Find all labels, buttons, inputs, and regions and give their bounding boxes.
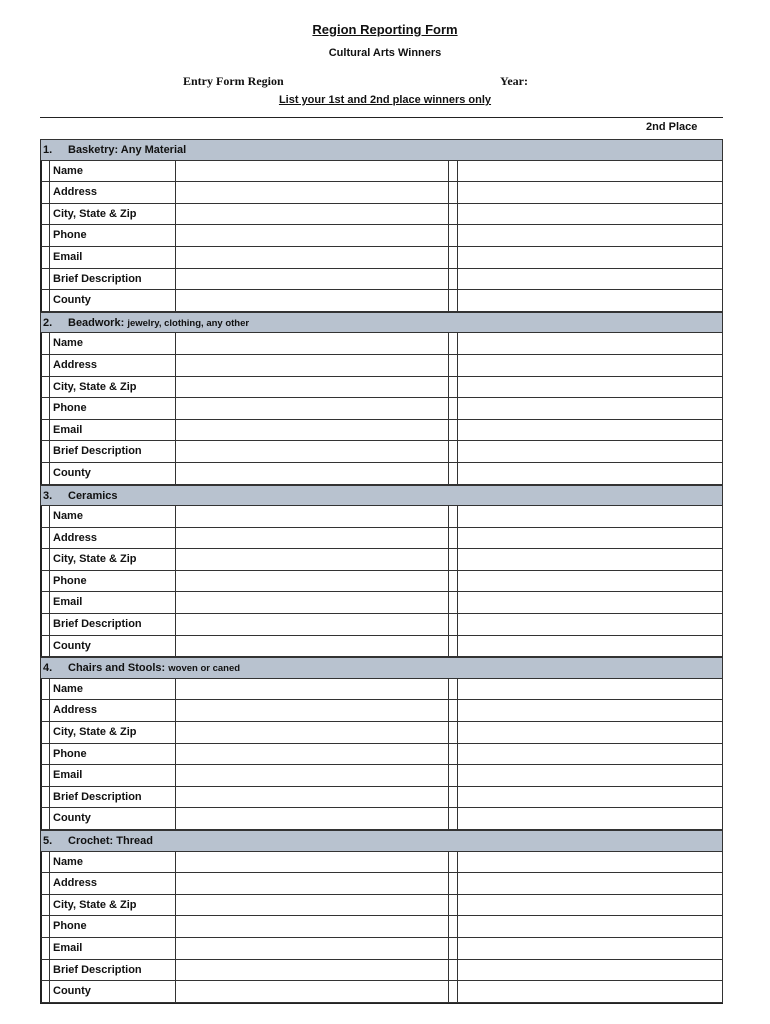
second-place-field[interactable]: [458, 679, 722, 700]
first-place-field[interactable]: [175, 355, 448, 376]
second-place-field[interactable]: [458, 269, 722, 290]
form-row: [40, 290, 723, 312]
second-place-field[interactable]: [458, 787, 722, 808]
row-label: Brief Description: [49, 269, 175, 290]
column-separator: [448, 808, 458, 829]
row-label: County: [49, 636, 175, 657]
first-place-field[interactable]: [175, 744, 448, 765]
column-separator: [448, 960, 458, 981]
form-row: [40, 592, 723, 614]
second-place-field[interactable]: [458, 895, 722, 916]
section-header: [40, 657, 723, 679]
row-label: Address: [49, 528, 175, 549]
section-header: [40, 830, 723, 852]
second-place-field[interactable]: [458, 398, 722, 419]
second-place-field[interactable]: [458, 290, 722, 311]
second-place-field[interactable]: [458, 614, 722, 635]
column-separator: [448, 549, 458, 570]
form-row: [40, 614, 723, 636]
column-separator: [448, 377, 458, 398]
row-label: City, State & Zip: [49, 377, 175, 398]
form-row: [40, 938, 723, 960]
form-row: [40, 528, 723, 550]
instruction-text: List your 1st and 2nd place winners only: [278, 94, 492, 106]
column-separator: [448, 614, 458, 635]
row-label: Name: [49, 506, 175, 527]
first-place-field[interactable]: [175, 420, 448, 441]
form-row: [40, 441, 723, 463]
first-place-field[interactable]: [175, 852, 448, 873]
row-label: Phone: [49, 225, 175, 246]
form-row: [40, 700, 723, 722]
form-subtitle: Cultural Arts Winners: [328, 47, 442, 59]
form-row: [40, 161, 723, 183]
column-separator: [448, 398, 458, 419]
second-place-field[interactable]: [458, 722, 722, 743]
second-place-field[interactable]: [458, 916, 722, 937]
first-place-field[interactable]: [175, 873, 448, 894]
form-row: [40, 744, 723, 766]
row-label: City, State & Zip: [49, 549, 175, 570]
form-row: [40, 247, 723, 269]
year-label: Year:: [500, 74, 528, 88]
form-row: [40, 916, 723, 938]
section-header: [40, 485, 723, 507]
second-place-field[interactable]: [458, 549, 722, 570]
form-row: [40, 182, 723, 204]
second-place-field[interactable]: [458, 225, 722, 246]
first-place-field[interactable]: [175, 981, 448, 1002]
column-separator: [448, 722, 458, 743]
second-place-field[interactable]: [458, 571, 722, 592]
row-label: County: [49, 808, 175, 829]
row-label: Address: [49, 182, 175, 203]
row-label: County: [49, 290, 175, 311]
second-place-field[interactable]: [458, 938, 722, 959]
column-separator: [448, 182, 458, 203]
row-label: Brief Description: [49, 441, 175, 462]
row-label: Brief Description: [49, 614, 175, 635]
column-separator: [448, 744, 458, 765]
section-title: Crochet: Thread: [68, 835, 153, 847]
row-label: Email: [49, 420, 175, 441]
form-row: [40, 960, 723, 982]
header-divider: [40, 117, 723, 118]
second-place-field[interactable]: [458, 981, 722, 1002]
second-place-field[interactable]: [458, 852, 722, 873]
section-title: Basketry: Any Material: [68, 144, 187, 156]
column-separator: [448, 247, 458, 268]
second-place-field[interactable]: [458, 592, 722, 613]
first-place-field[interactable]: [175, 333, 448, 354]
column-separator: [448, 571, 458, 592]
second-place-field[interactable]: [458, 808, 722, 829]
first-place-field[interactable]: [175, 787, 448, 808]
row-label: Name: [49, 161, 175, 182]
column-separator: [448, 873, 458, 894]
first-place-field[interactable]: [175, 571, 448, 592]
first-place-field[interactable]: [175, 722, 448, 743]
form-row: [40, 506, 723, 528]
second-place-field[interactable]: [458, 528, 722, 549]
row-label: County: [49, 981, 175, 1002]
form-row: [40, 895, 723, 917]
first-place-field[interactable]: [175, 960, 448, 981]
first-place-field[interactable]: [175, 441, 448, 462]
row-label: Address: [49, 700, 175, 721]
row-label: Name: [49, 852, 175, 873]
first-place-field[interactable]: [175, 463, 448, 484]
second-place-field[interactable]: [458, 161, 722, 182]
row-label: City, State & Zip: [49, 722, 175, 743]
form-row: [40, 269, 723, 291]
form-row: [40, 355, 723, 377]
second-place-field[interactable]: [458, 765, 722, 786]
column-separator: [448, 506, 458, 527]
column-separator: [448, 463, 458, 484]
entry-form-region-label: Entry Form Region: [183, 74, 284, 88]
row-label: Email: [49, 765, 175, 786]
section-header: [40, 312, 723, 334]
section-number: 4.: [43, 662, 53, 675]
column-separator: [448, 636, 458, 657]
form-row: [40, 636, 723, 658]
column-separator: [448, 895, 458, 916]
column-separator: [448, 765, 458, 786]
row-label: County: [49, 463, 175, 484]
section-subtitle: woven or caned: [168, 663, 241, 675]
first-place-field[interactable]: [175, 592, 448, 613]
form-row: [40, 333, 723, 355]
form-title: Region Reporting Form: [312, 22, 458, 37]
row-label: Name: [49, 333, 175, 354]
second-place-field[interactable]: [458, 377, 722, 398]
first-place-field[interactable]: [175, 506, 448, 527]
row-label: City, State & Zip: [49, 895, 175, 916]
column-separator: [448, 852, 458, 873]
second-place-field[interactable]: [458, 355, 722, 376]
column-separator: [448, 290, 458, 311]
column-separator: [448, 916, 458, 937]
row-label: Brief Description: [49, 787, 175, 808]
second-place-field[interactable]: [458, 700, 722, 721]
column-separator: [448, 592, 458, 613]
row-label: Brief Description: [49, 960, 175, 981]
column-separator: [448, 161, 458, 182]
form-row: [40, 981, 723, 1003]
column-separator: [448, 420, 458, 441]
second-place-header: 2nd Place: [646, 121, 698, 133]
first-place-field[interactable]: [175, 916, 448, 937]
row-label: Email: [49, 938, 175, 959]
first-place-field[interactable]: [175, 247, 448, 268]
second-place-field[interactable]: [458, 182, 722, 203]
first-place-field[interactable]: [175, 938, 448, 959]
column-separator: [448, 333, 458, 354]
first-place-field[interactable]: [175, 269, 448, 290]
section-subtitle: jewelry, clothing, any other: [127, 317, 250, 329]
first-place-field[interactable]: [175, 290, 448, 311]
form-row: [40, 377, 723, 399]
form-row: [40, 852, 723, 874]
form-row: [40, 204, 723, 226]
form-row: [40, 808, 723, 830]
form-row: [40, 571, 723, 593]
row-label: Name: [49, 679, 175, 700]
row-label: Phone: [49, 398, 175, 419]
row-label: City, State & Zip: [49, 204, 175, 225]
row-label: Email: [49, 592, 175, 613]
form-row: [40, 787, 723, 809]
section-title: Ceramics: [68, 489, 118, 502]
section-title: Beadwork:: [68, 316, 125, 329]
first-place-field[interactable]: [175, 679, 448, 700]
form-row: [40, 873, 723, 895]
first-place-field[interactable]: [175, 398, 448, 419]
second-place-field[interactable]: [458, 873, 722, 894]
first-place-field[interactable]: [175, 161, 448, 182]
first-place-field[interactable]: [175, 204, 448, 225]
column-separator: [448, 441, 458, 462]
section-title: Chairs and Stools:: [68, 662, 166, 675]
section-header: [40, 139, 723, 161]
first-place-field[interactable]: [175, 808, 448, 829]
first-place-field[interactable]: [175, 636, 448, 657]
column-separator: [448, 528, 458, 549]
column-separator: [448, 787, 458, 808]
first-place-field[interactable]: [175, 765, 448, 786]
first-place-field[interactable]: [175, 528, 448, 549]
form-row: [40, 398, 723, 420]
second-place-field[interactable]: [458, 636, 722, 657]
column-separator: [448, 981, 458, 1002]
form-row: [40, 420, 723, 442]
section-number: 2.: [43, 316, 53, 329]
first-place-field[interactable]: [175, 895, 448, 916]
form-row: [40, 549, 723, 571]
second-place-field[interactable]: [458, 506, 722, 527]
column-separator: [448, 355, 458, 376]
section-number: 5.: [43, 835, 53, 847]
first-place-field[interactable]: [175, 182, 448, 203]
section-number: 1.: [43, 144, 53, 156]
form-row: [40, 679, 723, 701]
form-row: [40, 765, 723, 787]
row-label: Phone: [49, 744, 175, 765]
first-place-field[interactable]: [175, 614, 448, 635]
winners-form-table: [40, 139, 723, 1004]
row-label: Email: [49, 247, 175, 268]
column-separator: [448, 204, 458, 225]
first-place-field[interactable]: [175, 377, 448, 398]
form-row: [40, 722, 723, 744]
first-place-field[interactable]: [175, 549, 448, 570]
second-place-field[interactable]: [458, 441, 722, 462]
column-separator: [448, 225, 458, 246]
second-place-field[interactable]: [458, 744, 722, 765]
row-label: Phone: [49, 571, 175, 592]
row-label: Address: [49, 873, 175, 894]
row-label: Phone: [49, 916, 175, 937]
second-place-field[interactable]: [458, 420, 722, 441]
form-row: [40, 463, 723, 485]
column-separator: [448, 679, 458, 700]
second-place-field[interactable]: [458, 960, 722, 981]
column-separator: [448, 269, 458, 290]
column-separator: [448, 938, 458, 959]
first-place-field[interactable]: [175, 700, 448, 721]
second-place-field[interactable]: [458, 333, 722, 354]
section-number: 3.: [43, 489, 53, 502]
column-separator: [448, 700, 458, 721]
form-row: [40, 225, 723, 247]
second-place-field[interactable]: [458, 204, 722, 225]
first-place-field[interactable]: [175, 225, 448, 246]
second-place-field[interactable]: [458, 463, 722, 484]
row-label: Address: [49, 355, 175, 376]
second-place-field[interactable]: [458, 247, 722, 268]
